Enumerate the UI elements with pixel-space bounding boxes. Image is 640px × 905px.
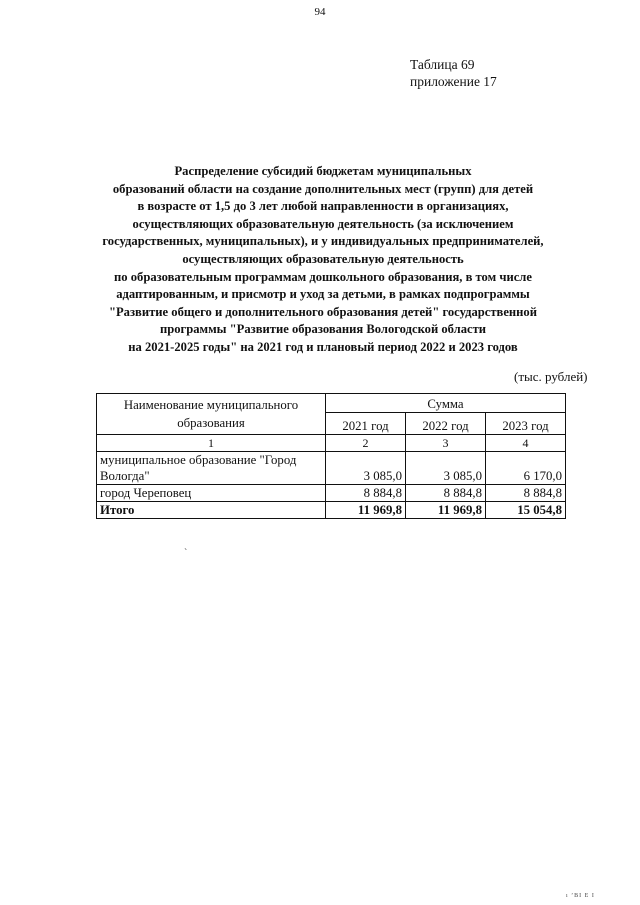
value-2023: 6 170,0 <box>486 452 566 485</box>
footer-mark: ı ’ΒΙ Ε Ι <box>566 893 595 899</box>
appendix-label: приложение 17 <box>410 74 497 89</box>
total-2023: 15 054,8 <box>486 502 566 519</box>
table-total-row <box>97 502 566 519</box>
total-label: Итого <box>97 502 326 519</box>
title-line: в возрасте от 1,5 до 3 лет любой направленности в организациях, <box>137 199 509 214</box>
total-2022: 11 969,8 <box>406 502 486 519</box>
value-2021: 8 884,8 <box>326 485 406 502</box>
column-index: 4 <box>486 435 566 452</box>
header-year: 2023 год <box>486 413 566 435</box>
title-line: Распределение субсидий бюджетам муниципальных <box>174 164 472 178</box>
stray-mark: ` <box>184 548 188 559</box>
table-row <box>97 452 566 485</box>
value-2022: 3 085,0 <box>406 452 486 485</box>
title-line: осуществляющих образовательную деятельность (за исключением <box>132 216 514 231</box>
total-2021: 11 969,8 <box>326 502 406 519</box>
page-number: 94 <box>314 6 326 18</box>
table-index-row <box>97 435 566 452</box>
municipality-name: муниципальное образование "Город Вологда" <box>97 452 326 485</box>
table-reference <box>410 56 497 90</box>
units-label: (тыс. рублей) <box>514 369 588 384</box>
municipality-name: город Череповец <box>97 485 326 502</box>
table-row <box>97 485 566 502</box>
header-year: 2021 год <box>326 413 406 435</box>
value-2021: 3 085,0 <box>326 452 406 485</box>
title-line: по образовательным программам дошкольного образования, в том числе <box>114 269 532 284</box>
title-line: государственных, муниципальных), и у индивидуальных предпринимателей, <box>102 234 544 249</box>
column-index: 2 <box>326 435 406 452</box>
table-label: Таблица 69 <box>410 57 475 72</box>
column-index: 1 <box>97 435 326 452</box>
value-2022: 8 884,8 <box>406 485 486 502</box>
header-municipality: Наименование муниципального образования <box>97 394 326 435</box>
title-line: образований области на создание дополнительных мест (групп) для детей <box>112 181 534 196</box>
subsidy-table <box>96 393 566 519</box>
table-header-row <box>97 394 566 413</box>
title-line: адаптированным, и присмотр и уход за детьми, в рамках подпрограммы <box>116 287 530 302</box>
header-year: 2022 год <box>406 413 486 435</box>
title-line: "Развитие общего и дополнительного образования детей" государственной <box>109 304 537 319</box>
value-2023: 8 884,8 <box>486 485 566 502</box>
title-line: программы "Развитие образования Вологодской области <box>159 322 487 337</box>
title-line: на 2021-2025 годы" на 2021 год и плановый период 2022 и 2023 годов <box>128 339 518 354</box>
header-sum: Сумма <box>326 394 566 413</box>
document-title <box>80 163 566 357</box>
title-line: осуществляющих образовательную деятельность <box>182 251 464 266</box>
column-index: 3 <box>406 435 486 452</box>
